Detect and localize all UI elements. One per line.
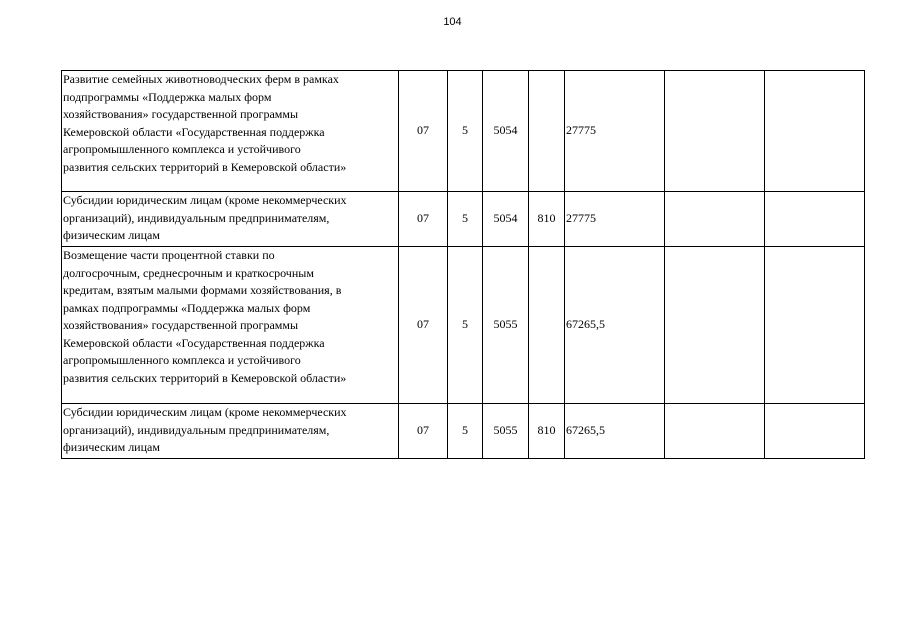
empty-cell [665, 404, 765, 459]
budget-table [61, 70, 865, 459]
amount: 67265,5 [565, 404, 665, 459]
section-code: 07 [399, 192, 448, 247]
target-article-code: 5054 [483, 71, 529, 192]
empty-cell [765, 192, 865, 247]
section-code: 07 [399, 247, 448, 404]
target-article-code: 5055 [483, 247, 529, 404]
empty-cell [765, 247, 865, 404]
table-row [62, 404, 865, 459]
target-article-code: 5055 [483, 404, 529, 459]
subsection-code: 5 [448, 404, 483, 459]
table-row [62, 71, 865, 192]
row-description: Субсидии юридическим лицам (кроме некоммерческих организаций), индивидуальным предпринимателям, физическим лицам [62, 192, 399, 247]
empty-cell [765, 404, 865, 459]
expense-type-code [529, 71, 565, 192]
target-article-code: 5054 [483, 192, 529, 247]
expense-type-code: 810 [529, 404, 565, 459]
empty-cell [765, 71, 865, 192]
empty-cell [665, 192, 765, 247]
subsection-code: 5 [448, 192, 483, 247]
table-row [62, 247, 865, 404]
row-description: Развитие семейных животноводческих ферм в рамках подпрограммы «Поддержка малых форм хозяйствования» государственной программы Кемеровской области «Государственная поддержка агропромышленного комплекса и устойчивого развития сельских территорий в Кемеровской области» [62, 71, 399, 192]
empty-cell [665, 71, 765, 192]
amount: 67265,5 [565, 247, 665, 404]
section-code: 07 [399, 404, 448, 459]
expense-type-code [529, 247, 565, 404]
subsection-code: 5 [448, 247, 483, 404]
amount: 27775 [565, 71, 665, 192]
section-code: 07 [399, 71, 448, 192]
page-number: 104 [443, 16, 462, 28]
amount: 27775 [565, 192, 665, 247]
subsection-code: 5 [448, 71, 483, 192]
row-description: Возмещение части процентной ставки по долгосрочным, среднесрочным и краткосрочным кредитам, взятым малыми формами хозяйствования, в рамках подпрограммы «Поддержка малых форм хозяйствования» государственной программы Кемеровской области «Государственная поддержка агропромышленного комплекса и устойчивого развития сельских территорий в Кемеровской области» [62, 247, 399, 404]
row-description: Субсидии юридическим лицам (кроме некоммерческих организаций), индивидуальным предпринимателям, физическим лицам [62, 404, 399, 459]
table-row [62, 192, 865, 247]
empty-cell [665, 247, 765, 404]
expense-type-code: 810 [529, 192, 565, 247]
